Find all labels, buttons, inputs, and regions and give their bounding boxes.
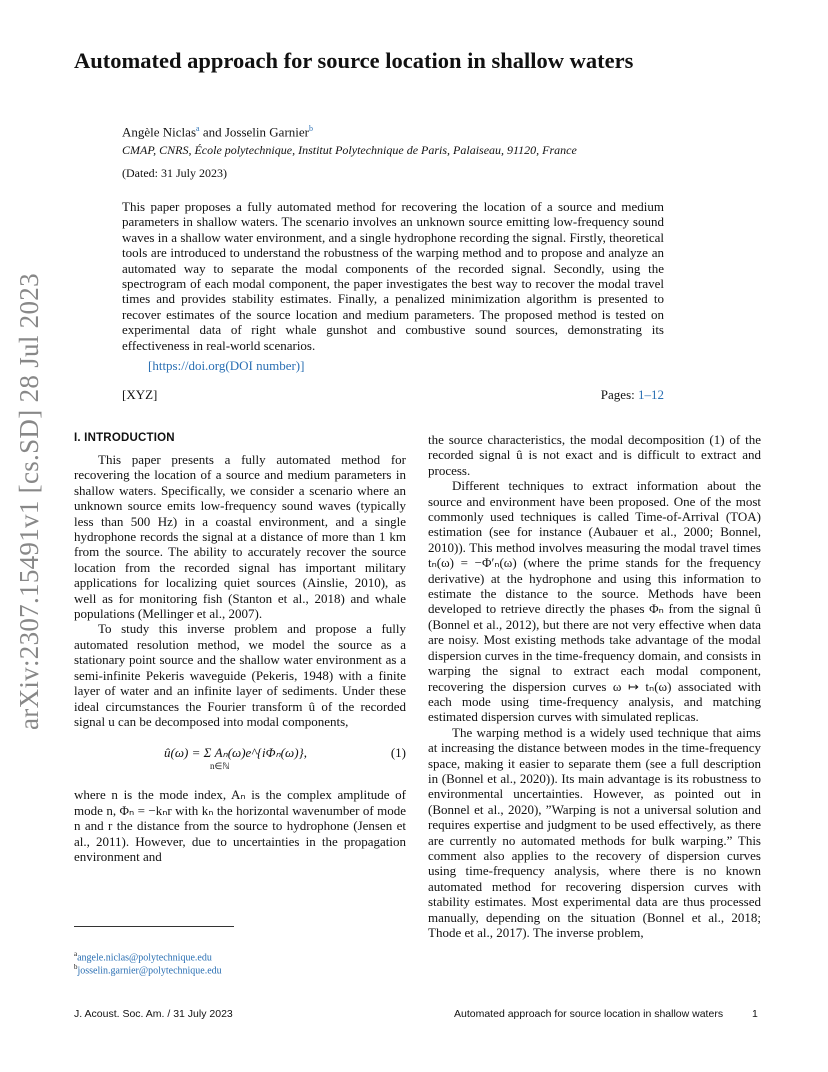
equation-body: û(ω) = Σ Aₙ(ω)e^{iΦₙ(ω)}, [164,745,307,761]
doi-link[interactable]: [https://doi.org(DOI number)] [148,358,305,373]
footer-page-number: 1 [752,1008,758,1020]
dated-line: (Dated: 31 July 2023) [122,166,227,180]
author-separator: and [199,124,225,140]
author-affil-mark[interactable]: b [308,124,313,133]
left-column [74,432,406,864]
intro-paragraph-2: To study this inverse problem and propose a fully automated resolution method, we model the source as a stationary point source and the shallow water environment as a semi-infinite Pekeris waveguide (Pekeris, 1948) with a finite layer of water and an infinite layer of sediments. Under these ideal circumstances the Fourier transform û of the recorded signal u can be decomposed into modal components, [74,621,406,729]
arxiv-stamp: arXiv:2307.15491v1 [cs.SD] 28 Jul 2023 [14,273,44,730]
intro-paragraph-3: where n is the mode index, Aₙ is the complex amplitude of mode n, Φₙ = −kₙr with kₙ the horizontal wavenumber of mode n and r the distance from the source to hydrophone (Jensen et al., 2011). However, due to uncertainties in the propagation environment and [74,787,406,864]
intro-paragraph-5: Different techniques to extract information about the source and environment have been proposed. One of the most commonly used techniques is called Time-of-Arrival (TOA) estimation (see for instance (Aubauer et al., 2000; Bonnel, 2010)). This method involves measuring the modal travel times tₙ(ω) = −Φ′ₙ(ω) (where the prime stands for the frequency derivative) at the hydrophone and using this information to estimate the distance to the source. Methods have been developed to retrieve directly the phases Φₙ from the signal û (Bonnel et al., 2012), but there are not very effective when data are noisy. Most existing methods take advantage of the modal dispersion curves in the time-frequency domain, and consists in warping the signal to extract each modal component, recovering the dispersion curves ω ↦ tₙ(ω) associated with each mode using time-frequency analysis, and matching estimated dispersion curves with simulated replicas. [428,478,761,725]
footnote-a [74,950,212,963]
footer-journal: J. Acoust. Soc. Am. / 31 July 2023 [74,1008,233,1020]
author-affil-mark[interactable]: a [196,124,200,133]
intro-paragraph-1: This paper presents a fully automated method for recovering the location of a source and medium parameters in shallow waters. Specifically, we consider a scenario where an unknown source emits low-frequency sound waves (typically less than 500 Hz) in a coastal environment, and a single hydrophone records the signal at a distance of more than 1 km from the source. The ability to accurately recover the source location from the recorded signal has important military applications for localizing quiet sources (Ainslie, 2010), as well as for monitoring fish (Stanton et al., 2018) and whale populations (Mellinger et al., 2007). [74,452,406,622]
email-link[interactable]: josselin.garnier@polytechnique.edu [77,965,222,977]
xyz-tag: [XYZ] [122,387,158,402]
equation-subscript: n∈ℕ [210,761,230,772]
section-heading: I. INTRODUCTION [74,432,175,444]
equation-1 [74,739,406,777]
page-range-label: Pages: [600,387,638,402]
email-link[interactable]: angele.niclas@polytechnique.edu [77,952,212,964]
footnote-mark: a [74,950,78,958]
author-name: Angèle Niclas [122,124,197,140]
page-range [601,387,664,403]
intro-paragraph-4: the source characteristics, the modal decomposition (1) of the recorded signal û is not exact and is difficult to extract and process. [428,432,761,478]
abstract: This paper proposes a fully automated method for recovering the location of a source and medium parameters in shallow waters. The scenario involves an unknown source emitting low-frequency sound waves in a shallow water environment, and a single hydrophone recording the signal. Firstly, theoretical tools are introduced to understand the robustness of the warping method and to propose and analyze an automated way to separate the modal components of the recorded signal. Secondly, using the spectrogram of each modal component, the paper investigates the best way to recover the modal travel times and provides stability estimates. Finally, a penalized minimization algorithm is presented to recover estimates of the source location and medium parameters. The proposed method is tested on experimental data of right whale gunshot and combustive sound sources, demonstrating its effectiveness in real-world scenarios. [122,199,664,353]
right-column [428,432,761,940]
footer-title: Automated approach for source location in shallow waters [454,1008,724,1020]
author-name: Josselin Garnier [224,124,309,140]
affiliation: CMAP, CNRS, École polytechnique, Institut Polytechnique de Paris, Palaiseau, 91120, France [122,143,577,157]
page-range-link[interactable]: 1–12 [638,387,664,402]
intro-paragraph-6: The warping method is a widely used technique that aims at increasing the distance between modes in the time-frequency space, making it easier to separate them (see a full description in (Bonnel et al., 2020)). Its main advantage is its robustness to environmental uncertainties. However, as pointed out in (Bonnel et al., 2020), ”Warping is not a universal solution and requires expertise and judgment to be used effectively, as there are currently no automated methods for bulk warping.” This comment also applies to the recovery of dispersion curves using time-frequency analysis, where there is no known automated method for recovering dispersion curves with stability estimates. Most experimental data are thus processed manually, depending on the situation (Bonnel et al., 2018; Thode et al., 2017). The inverse problem, [428,724,761,940]
footnote-mark: b [74,963,78,971]
author-line [122,124,313,140]
footnote-b [74,963,222,976]
equation-number: (1) [390,745,406,761]
footnote-rule [74,926,234,927]
paper-title: Automated approach for source location in shallow waters [74,48,634,73]
